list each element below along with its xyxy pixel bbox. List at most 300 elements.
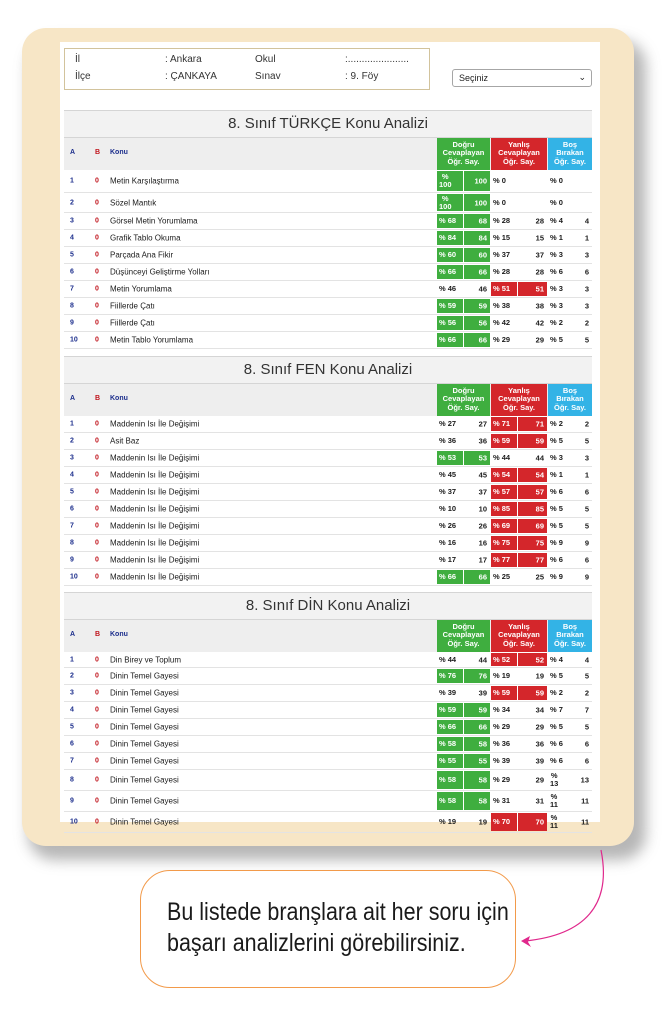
cell-bos-percent: % 3: [550, 301, 563, 310]
cell-bos-percent: % 5: [550, 521, 563, 530]
cell-dogru-percent: % 26: [439, 521, 457, 530]
callout-line-1: Bu listede branşlara ait her soru için: [167, 898, 509, 926]
cell-yanlis-percent: % 59: [493, 436, 511, 445]
section-title: 8. Sınıf TÜRKÇE Konu Analizi: [64, 110, 592, 138]
row-konu: Metin Tablo Yorumlama: [110, 335, 194, 345]
cell-bos-percent: % 3: [550, 284, 563, 293]
header-a: A: [70, 149, 76, 156]
cell-dogru-percent: % 45: [439, 470, 457, 479]
cell-yanlis-percent: % 36: [493, 739, 511, 748]
cell-yanlis-count: 44: [535, 453, 544, 463]
row-b: 0: [95, 656, 99, 663]
cell-dogru-count: 26: [478, 521, 487, 531]
row-b: 0: [95, 797, 99, 805]
cell-yanlis-count: 34: [535, 705, 544, 715]
cell-yanlis-percent: % 77: [493, 555, 511, 564]
cell-yanlis-count: 15: [535, 233, 544, 243]
cell-bos-count: 5: [584, 335, 589, 345]
cell-bos-percent: % 0: [550, 176, 563, 185]
row-a: 9: [70, 797, 74, 805]
cell-bos-percent: % 6: [550, 555, 563, 564]
cell-yanlis-percent: % 57: [493, 487, 511, 496]
cell-yanlis-count: 59: [535, 688, 544, 698]
cell-bos-percent: % 11: [550, 813, 558, 830]
okul-label: Okul: [255, 54, 276, 65]
cell-yanlis-percent: % 15: [493, 233, 511, 242]
callout-line-2: başarı analizlerini görebilirsiniz.: [167, 929, 466, 957]
row-a: 3: [70, 689, 74, 697]
row-b: 0: [95, 454, 99, 462]
cell-yanlis-count: 77: [535, 555, 544, 565]
row-a: 8: [70, 776, 74, 784]
cell-bos-count: 6: [584, 267, 589, 277]
row-a: 3: [70, 454, 74, 462]
cell-bos-count: 1: [584, 233, 589, 243]
cell-bos-percent: % 11: [550, 792, 558, 809]
cell-yanlis-count: 57: [535, 487, 544, 497]
row-b: 0: [95, 336, 99, 344]
cell-dogru-count: 19: [478, 817, 487, 827]
row-konu: Maddenin Isı İle Değişimi: [110, 504, 200, 514]
cell-yanlis-percent: % 0: [493, 197, 506, 207]
row-konu: Metin Yorumlama: [110, 284, 172, 294]
row-b: 0: [95, 177, 99, 185]
cell-bos-percent: % 5: [550, 504, 563, 513]
cell-dogru-count: 60: [478, 250, 487, 260]
cell-dogru-percent: % 60: [439, 250, 457, 259]
cell-bos-percent: % 3: [550, 250, 563, 259]
cell-yanlis-percent: % 69: [493, 521, 511, 530]
callout-arrow-line: [525, 850, 603, 941]
row-a: 10: [70, 336, 78, 344]
row-konu: Dinin Temel Gayesi: [110, 688, 179, 698]
row-a: 1: [70, 656, 74, 663]
il-label: İl: [75, 54, 80, 65]
header-bos: Boş Bırakan Öğr. Say.: [548, 620, 592, 652]
cell-bos-percent: % 5: [550, 722, 563, 731]
cell-bos-percent: % 9: [550, 572, 563, 581]
cell-yanlis-count: 70: [535, 817, 544, 827]
section-title: 8. Sınıf FEN Konu Analizi: [64, 356, 592, 384]
cell-dogru-percent: % 84: [439, 233, 457, 242]
cell-bos-percent: % 13: [550, 771, 559, 788]
cell-dogru-count: 58: [478, 775, 487, 785]
row-b: 0: [95, 522, 99, 530]
cell-yanlis-count: 29: [535, 722, 544, 732]
cell-bos-percent: % 5: [550, 335, 563, 344]
row-konu: Dinin Temel Gayesi: [110, 775, 179, 785]
cell-bos-percent: % 5: [550, 671, 563, 680]
cell-bos-count: 13: [580, 775, 589, 785]
chevron-down-icon: ⌄: [578, 72, 586, 82]
header-dogru: Doğru Cevaplayan Öğr. Say.: [437, 620, 490, 652]
row-b: 0: [95, 723, 99, 731]
cell-dogru-count: 59: [478, 301, 487, 311]
cell-dogru-percent: % 68: [439, 216, 457, 225]
cell-dogru-percent: % 66: [439, 722, 457, 731]
cell-bos-count: 2: [584, 419, 589, 429]
header-b: B: [95, 395, 101, 402]
header-a: A: [70, 631, 76, 638]
cell-bos-count: 3: [584, 301, 589, 311]
row-b: 0: [95, 818, 99, 826]
cell-yanlis-percent: % 29: [493, 722, 511, 731]
header-yanlis: Yanlış Cevaplayan Öğr. Say.: [491, 138, 547, 170]
cell-bos-count: 3: [584, 453, 589, 463]
cell-bos-count: 5: [584, 722, 589, 732]
cell-yanlis-percent: % 38: [493, 301, 511, 310]
row-b: 0: [95, 302, 99, 310]
row-a: 4: [70, 234, 74, 242]
row-a: 4: [70, 706, 74, 714]
cell-yanlis-count: 51: [535, 284, 544, 294]
cell-dogru-count: 58: [478, 739, 487, 749]
header-konu: Konu: [110, 395, 128, 402]
cell-bos-count: 11: [581, 817, 589, 827]
cell-yanlis-count: 28: [535, 267, 544, 277]
cell-yanlis-percent: % 28: [493, 216, 511, 225]
row-b: 0: [95, 234, 99, 242]
cell-bos-percent: % 6: [550, 487, 563, 496]
callout-text: [167, 897, 509, 959]
cell-bos-count: 5: [584, 521, 589, 531]
row-konu: Görsel Metin Yorumlama: [110, 216, 198, 226]
cell-dogru-count: 58: [478, 796, 487, 806]
cell-yanlis-percent: % 59: [493, 688, 511, 697]
row-konu: Maddenin Isı İle Değişimi: [110, 572, 200, 582]
row-b: 0: [95, 251, 99, 259]
cell-bos-percent: % 4: [550, 654, 563, 664]
cell-bos-count: 1: [584, 470, 589, 480]
cell-yanlis-count: 85: [535, 504, 544, 514]
cell-bos-count: 6: [584, 739, 589, 749]
cell-dogru-count: 84: [478, 233, 487, 243]
section-title: 8. Sınıf DİN Konu Analizi: [64, 592, 592, 620]
cell-yanlis-percent: % 0: [493, 176, 506, 185]
row-konu: Maddenin Isı İle Değişimi: [110, 487, 200, 497]
row-konu: Dinin Temel Gayesi: [110, 739, 179, 749]
cell-dogru-count: 37: [478, 487, 487, 497]
cell-bos-percent: % 1: [550, 233, 563, 242]
cell-dogru-count: 36: [478, 436, 487, 446]
row-konu: Dinin Temel Gayesi: [110, 722, 179, 732]
row-a: 7: [70, 285, 74, 293]
cell-dogru-percent: % 100: [439, 193, 452, 211]
row-konu: Din Birey ve Toplum: [110, 655, 181, 664]
row-konu: Metin Karşılaştırma: [110, 176, 179, 186]
cell-dogru-percent: % 58: [439, 796, 457, 805]
cell-bos-percent: % 2: [550, 688, 563, 697]
cell-dogru-count: 10: [478, 504, 487, 514]
il-value: : Ankara: [165, 54, 202, 65]
row-b: 0: [95, 471, 99, 479]
cell-dogru-percent: % 39: [439, 688, 457, 697]
cell-yanlis-count: 36: [535, 739, 544, 749]
cell-dogru-percent: % 53: [439, 453, 457, 462]
cell-bos-count: 9: [584, 572, 589, 582]
row-b: 0: [95, 217, 99, 225]
cell-bos-count: 7: [584, 705, 589, 715]
row-a: 5: [70, 251, 74, 259]
row-a: 6: [70, 740, 74, 748]
cell-bos-percent: % 9: [550, 538, 563, 547]
cell-dogru-count: 68: [478, 216, 487, 226]
header-yanlis: Yanlış Cevaplayan Öğr. Say.: [491, 620, 547, 652]
cell-yanlis-percent: % 42: [493, 318, 511, 327]
row-konu: Düşünceyi Geliştirme Yolları: [110, 267, 210, 277]
row-b: 0: [95, 505, 99, 513]
cell-yanlis-count: 69: [535, 521, 544, 531]
row-konu: Maddenin Isı İle Değişimi: [110, 538, 200, 548]
row-b: 0: [95, 268, 99, 276]
row-b: 0: [95, 420, 99, 428]
row-a: 10: [70, 818, 78, 826]
header-yanlis: Yanlış Cevaplayan Öğr. Say.: [491, 384, 547, 416]
cell-dogru-percent: % 10: [439, 504, 457, 513]
cell-yanlis-count: 59: [535, 436, 544, 446]
row-b: 0: [95, 740, 99, 748]
header-dogru: Doğru Cevaplayan Öğr. Say.: [437, 138, 490, 170]
cell-yanlis-percent: % 28: [493, 267, 511, 276]
cell-bos-percent: % 2: [550, 318, 563, 327]
cell-dogru-count: 66: [478, 335, 487, 345]
row-a: 7: [70, 757, 74, 765]
cell-dogru-percent: % 76: [439, 671, 457, 680]
header-bos: Boş Bırakan Öğr. Say.: [548, 384, 592, 416]
cell-bos-count: 5: [584, 504, 589, 514]
row-b: 0: [95, 319, 99, 327]
row-a: 9: [70, 319, 74, 327]
cell-bos-count: 6: [584, 756, 589, 766]
cell-dogru-percent: % 66: [439, 335, 457, 344]
cell-yanlis-count: 28: [535, 216, 544, 226]
cell-dogru-count: 55: [478, 756, 487, 766]
cell-dogru-percent: % 44: [439, 654, 457, 664]
row-a: 2: [70, 199, 74, 206]
cell-dogru-percent: % 66: [439, 267, 457, 276]
cell-yanlis-count: 29: [535, 775, 544, 785]
row-b: 0: [95, 689, 99, 697]
cell-yanlis-percent: % 29: [493, 335, 511, 344]
cell-yanlis-count: 19: [535, 671, 544, 681]
cell-dogru-count: 46: [478, 284, 487, 294]
cell-dogru-percent: % 66: [439, 572, 457, 581]
cell-yanlis-percent: % 51: [493, 284, 511, 293]
cell-dogru-percent: % 46: [439, 284, 457, 293]
cell-bos-count: 2: [584, 318, 589, 328]
cell-dogru-count: 44: [478, 655, 487, 664]
cell-bos-percent: % 6: [550, 739, 563, 748]
cell-yanlis-percent: % 52: [493, 654, 511, 664]
cell-bos-percent: % 5: [550, 436, 563, 445]
cell-dogru-percent: % 100: [439, 172, 452, 189]
cell-yanlis-percent: % 75: [493, 538, 511, 547]
cell-dogru-count: 45: [478, 470, 487, 480]
row-a: 6: [70, 505, 74, 513]
row-b: 0: [95, 437, 99, 445]
row-konu: Maddenin Isı İle Değişimi: [110, 453, 200, 463]
cell-dogru-percent: % 55: [439, 756, 457, 765]
row-konu: Sözel Mantık: [110, 198, 157, 207]
cell-yanlis-count: 38: [535, 301, 544, 311]
row-konu: Dinin Temel Gayesi: [110, 671, 179, 681]
cell-yanlis-percent: % 34: [493, 705, 511, 714]
row-a: 10: [70, 573, 78, 581]
cell-dogru-count: 53: [478, 453, 487, 463]
header-konu: Konu: [110, 149, 128, 156]
okul-value: :......................: [345, 54, 409, 65]
cell-dogru-count: 100: [474, 198, 487, 207]
cell-bos-percent: % 0: [550, 197, 563, 207]
cell-yanlis-percent: % 29: [493, 775, 511, 784]
row-konu: Maddenin Isı İle Değişimi: [110, 521, 200, 531]
row-a: 4: [70, 471, 74, 479]
cell-bos-percent: % 3: [550, 453, 563, 462]
cell-dogru-count: 66: [478, 572, 487, 582]
row-konu: Dinin Temel Gayesi: [110, 756, 179, 766]
cell-dogru-percent: % 27: [439, 419, 457, 428]
row-b: 0: [95, 706, 99, 714]
cell-dogru-percent: % 59: [439, 705, 457, 714]
row-a: 1: [70, 177, 74, 185]
row-konu: Fiillerde Çatı: [110, 318, 155, 328]
row-konu: Parçada Ana Fikir: [110, 250, 174, 260]
cell-bos-count: 6: [584, 555, 589, 565]
cell-yanlis-percent: % 85: [493, 504, 511, 513]
sinav-label: Sınav: [255, 71, 281, 82]
cell-bos-percent: % 2: [550, 419, 563, 428]
row-b: 0: [95, 488, 99, 496]
cell-dogru-percent: % 17: [439, 555, 457, 564]
cell-bos-count: 11: [581, 796, 589, 806]
cell-yanlis-count: 54: [535, 470, 544, 480]
row-a: 5: [70, 488, 74, 496]
row-konu: Dinin Temel Gayesi: [110, 817, 179, 827]
row-b: 0: [95, 285, 99, 293]
row-b: 0: [95, 672, 99, 680]
cell-bos-count: 5: [584, 436, 589, 446]
row-a: 8: [70, 539, 74, 547]
row-b: 0: [95, 776, 99, 784]
row-konu: Maddenin Isı İle Değişimi: [110, 555, 200, 565]
cell-dogru-count: 66: [478, 722, 487, 732]
cell-bos-percent: % 4: [550, 216, 563, 225]
row-b: 0: [95, 573, 99, 581]
row-konu: Dinin Temel Gayesi: [110, 796, 179, 806]
cell-bos-count: 2: [584, 688, 589, 698]
cell-dogru-percent: % 36: [439, 436, 457, 445]
cell-yanlis-count: 52: [535, 655, 544, 664]
header-a: A: [70, 395, 76, 402]
row-konu: Asit Baz: [110, 436, 140, 446]
cell-bos-count: 4: [584, 655, 589, 664]
header-b: B: [95, 149, 101, 156]
cell-yanlis-percent: % 70: [493, 817, 511, 826]
row-b: 0: [95, 199, 99, 206]
cell-yanlis-count: 25: [535, 572, 544, 582]
cell-bos-percent: % 6: [550, 756, 563, 765]
cell-yanlis-count: 71: [535, 419, 544, 429]
row-b: 0: [95, 556, 99, 564]
row-a: 5: [70, 723, 74, 731]
row-konu: Fiillerde Çatı: [110, 301, 155, 311]
cell-yanlis-percent: % 71: [493, 419, 511, 428]
callout-arrow-head: [521, 936, 531, 947]
header-konu: Konu: [110, 631, 128, 638]
row-a: 9: [70, 556, 74, 564]
cell-bos-count: 9: [584, 538, 589, 548]
sinav-value: : 9. Föy: [345, 71, 379, 82]
header-bos: Boş Bırakan Öğr. Say.: [548, 138, 592, 170]
row-a: 2: [70, 437, 74, 445]
ilce-label: İlçe: [75, 71, 91, 82]
row-b: 0: [95, 757, 99, 765]
row-a: 2: [70, 672, 74, 680]
cell-yanlis-count: 42: [535, 318, 544, 328]
cell-yanlis-percent: % 19: [493, 671, 511, 680]
branch-select-value: Seçiniz: [459, 73, 489, 83]
callout-bubble: [140, 870, 516, 988]
cell-bos-count: 4: [584, 216, 589, 226]
cell-yanlis-percent: % 37: [493, 250, 511, 259]
cell-bos-percent: % 1: [550, 470, 563, 479]
cell-dogru-percent: % 59: [439, 301, 457, 310]
row-b: 0: [95, 539, 99, 547]
cell-dogru-count: 56: [478, 318, 487, 328]
cell-dogru-count: 59: [478, 705, 487, 715]
cell-dogru-percent: % 58: [439, 739, 457, 748]
cell-dogru-percent: % 58: [439, 775, 457, 784]
cell-bos-count: 5: [584, 671, 589, 681]
row-konu: Dinin Temel Gayesi: [110, 705, 179, 715]
cell-yanlis-count: 37: [535, 250, 544, 260]
cell-bos-count: 3: [584, 284, 589, 294]
cell-yanlis-percent: % 31: [493, 796, 511, 805]
row-konu: Maddenin Isı İle Değişimi: [110, 419, 200, 429]
row-a: 8: [70, 302, 74, 310]
cell-yanlis-percent: % 54: [493, 470, 511, 479]
cell-yanlis-percent: % 39: [493, 756, 511, 765]
cell-dogru-count: 100: [474, 176, 487, 186]
row-a: 1: [70, 420, 74, 428]
cell-yanlis-count: 39: [535, 756, 544, 766]
cell-dogru-count: 66: [478, 267, 487, 277]
cell-dogru-count: 76: [478, 671, 487, 681]
header-b: B: [95, 631, 101, 638]
cell-yanlis-percent: % 44: [493, 453, 511, 462]
cell-dogru-count: 16: [478, 538, 487, 548]
cell-bos-percent: % 7: [550, 705, 563, 714]
row-konu: Grafik Tablo Okuma: [110, 233, 181, 243]
ilce-value: : ÇANKAYA: [165, 71, 217, 82]
cell-dogru-percent: % 16: [439, 538, 457, 547]
cell-bos-percent: % 6: [550, 267, 563, 276]
cell-bos-count: 6: [584, 487, 589, 497]
cell-bos-count: 3: [584, 250, 589, 260]
row-konu: Maddenin Isı İle Değişimi: [110, 470, 200, 480]
row-a: 3: [70, 217, 74, 225]
header-dogru: Doğru Cevaplayan Öğr. Say.: [437, 384, 490, 416]
cell-dogru-count: 27: [478, 419, 487, 429]
cell-dogru-count: 17: [478, 555, 487, 565]
cell-yanlis-count: 31: [535, 796, 544, 806]
cell-yanlis-count: 29: [535, 335, 544, 345]
cell-dogru-percent: % 37: [439, 487, 457, 496]
cell-dogru-percent: % 56: [439, 318, 457, 327]
cell-dogru-percent: % 19: [439, 817, 457, 826]
cell-dogru-count: 39: [478, 688, 487, 698]
row-a: 7: [70, 522, 74, 530]
